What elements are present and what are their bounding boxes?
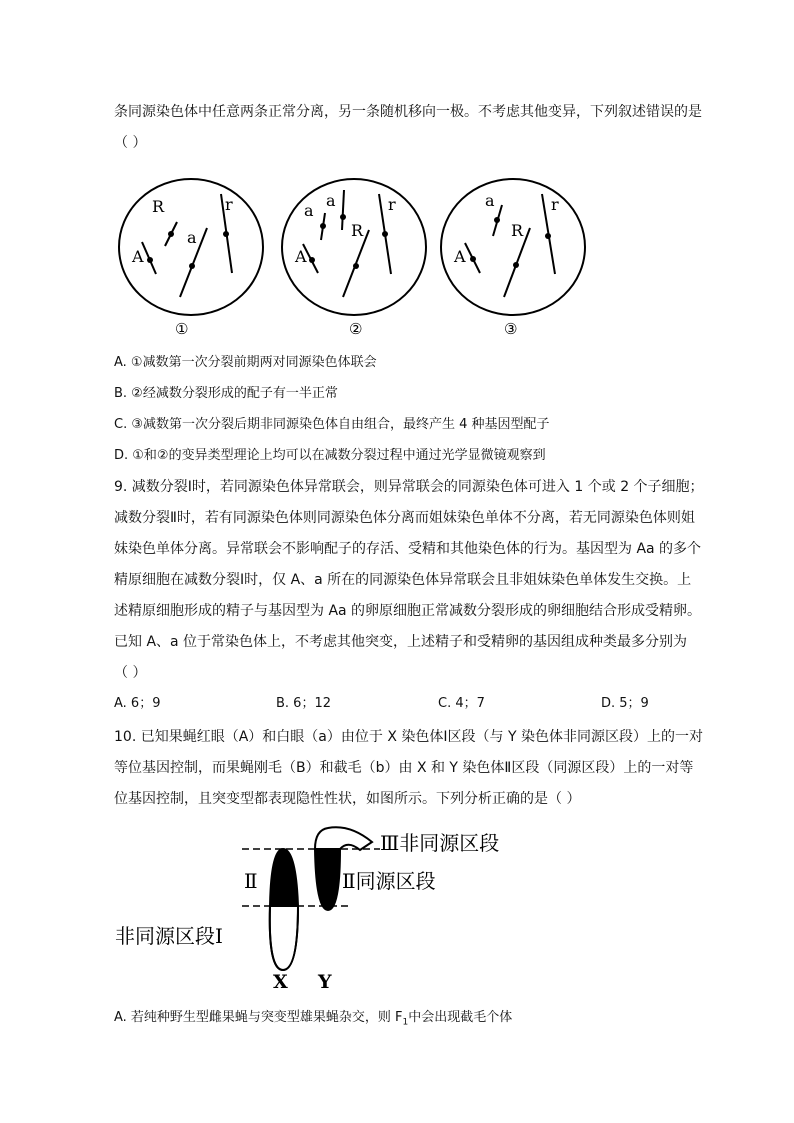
q9-line-6: 已知 A、a 位于常染色体上，不考虑其他突变，上述精子和受精卵的基因组成种类最多分别为 (114, 634, 688, 650)
q9-line-3: 妹染色单体分离。异常联会不影响配子的存活、受精和其他染色体的行为。基因型为 Aa 的多个 (114, 541, 702, 557)
q9-option-c: C. 4；7 (438, 696, 485, 711)
figure-label-3: ③ (504, 320, 518, 338)
q10-option-a-subscript: 1 (402, 1017, 409, 1028)
q9-answer-paren: （ ） (114, 665, 147, 681)
label-III-nonhomologous: Ⅲ非同源区段 (380, 831, 500, 855)
q8-stem-tail: 条同源染色体中任意两条正常分离，另一条随机移向一极。不考虑其他变异，下列叙述错误的是 (114, 104, 702, 120)
q9-line-1: 9. 减数分裂Ⅰ时，若同源染色体异常联会，则异常联会的同源染色体可进入 1 个或 2 个子细胞； (114, 479, 704, 495)
cell-1 (119, 179, 263, 315)
cell-2-label-r: r (388, 195, 396, 214)
q10-line-3: 位基因控制，且突变型都表现隐性性状，如图所示。下列分析正确的是（ ） (114, 791, 581, 807)
q8-option-d: D. ①和②的变异类型理论上均可以在减数分裂过程中通过光学显微镜观察到 (114, 448, 546, 463)
cell-2-centromere-R (353, 263, 359, 269)
cell-2-centromere-r (382, 231, 388, 237)
cell-2-label-a2: a (326, 191, 336, 210)
q10-option-a (114, 1008, 512, 1033)
q9-line-2: 减数分裂Ⅱ时，若有同源染色体则同源染色体分离而姐妹染色单体不分离，若无同源染色体则姐 (114, 510, 695, 526)
q10-option-a-post: 中会出现截毛个体 (408, 1010, 513, 1025)
label-Y: Y (318, 971, 332, 993)
cell-2-chromosome-a1 (342, 190, 344, 230)
cell-3-centromere-R (513, 262, 519, 268)
cell-3-centromere-r (545, 233, 551, 239)
q10-option-a-pre: A. 若纯种野生型雌果蝇与突变型雄果蝇杂交，则 F (114, 1010, 403, 1025)
cell-1-label-r: r (225, 195, 233, 214)
q9-line-5: 述精原细胞形成的精子与基因型为 Aa 的卵原细胞正常减数分裂形成的卵细胞结合形成受精卵。 (114, 603, 702, 619)
cell-2-centromere-a1 (340, 214, 346, 220)
cell-1-label-R: R (152, 197, 165, 216)
q10-chromosome-figure (110, 820, 540, 995)
q8-answer-paren: （ ） (114, 135, 147, 151)
cell-1-label-a: a (187, 228, 197, 247)
cell-1-centromere-A (147, 257, 153, 263)
q9-option-d: D. 5；9 (601, 696, 649, 711)
q9-option-b: B. 6；12 (276, 696, 331, 711)
q10-line-1: 10. 已知果蝇红眼（A）和白眼（a）由位于 X 染色体Ⅰ区段（与 Y 染色体非同源区段）上的一对 (114, 729, 703, 745)
q9-option-a: A. 6；9 (114, 696, 161, 711)
x-homologous-segment (270, 849, 298, 906)
cell-1-centromere-r (223, 231, 229, 237)
cell-3-label-a: a (485, 191, 495, 210)
label-X: X (273, 971, 288, 993)
figure-label-1: ① (175, 320, 189, 338)
cell-3-label-r: r (551, 195, 559, 214)
cell-2-centromere-a2 (320, 223, 326, 229)
q8-option-a: A. ①减数第一次分裂前期两对同源染色体联会 (114, 355, 377, 370)
cell-3-centromere-A (470, 256, 476, 262)
x-chromosome (270, 849, 298, 970)
q8-cell-figure (110, 170, 590, 345)
label-II-homologous: Ⅱ同源区段 (342, 869, 436, 893)
cell-3 (441, 179, 585, 315)
cell-1-centromere-R (168, 231, 174, 237)
cell-2-label-A: A (295, 247, 307, 266)
cell-1-label-A: A (132, 247, 144, 266)
cell-1-centromere-a (189, 263, 195, 269)
label-I-nonhomologous: 非同源区段Ⅰ (115, 924, 223, 948)
cell-2 (282, 179, 426, 315)
q8-option-b: B. ②经减数分裂形成的配子有一半正常 (114, 386, 338, 401)
cell-3-label-R: R (511, 221, 524, 240)
cell-2-label-R: R (351, 221, 364, 240)
q8-option-c: C. ③减数第一次分裂后期非同源染色体自由组合，最终产生 4 种基因型配子 (114, 417, 550, 432)
cell-3-label-A: A (454, 247, 466, 266)
label-II-left: Ⅱ (244, 869, 258, 893)
cell-2-label-a1: a (304, 201, 314, 220)
q10-line-2: 等位基因控制，而果蝇刚毛（B）和截毛（b）由 X 和 Y 染色体Ⅱ区段（同源区段）上的一对等 (114, 760, 694, 776)
q9-line-4: 精原细胞在减数分裂Ⅰ时，仅 A、a 所在的同源染色体异常联会且非姐妹染色单体发生交换。上 (114, 572, 692, 588)
y-nonhomologous-segment (315, 827, 372, 850)
cell-3-centromere-a (494, 217, 500, 223)
cell-2-centromere-A (309, 257, 315, 263)
figure-label-2: ② (349, 320, 363, 338)
